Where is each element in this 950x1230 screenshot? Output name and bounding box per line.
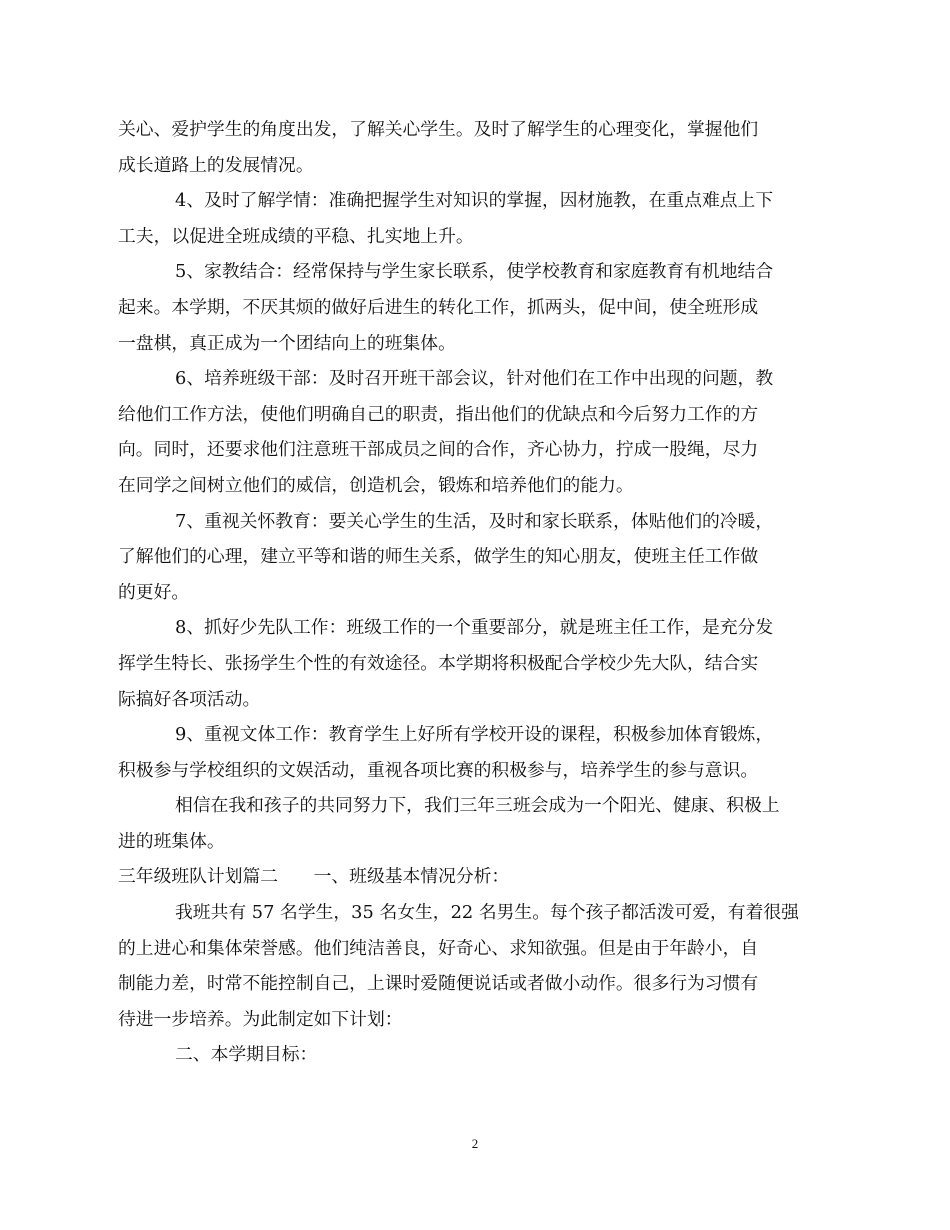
text-line: 二、本学期目标： [175,1044,318,1066]
text-line: 起来。本学期，不厌其烦的做好后进生的转化工作，抓两头，促中间，使全班形成 [118,296,759,318]
text-line: 成长道路上的发展情况。 [118,154,314,176]
text-line: 制能力差，时常不能控制自己，上课时爱随便说话或者做小动作。很多行为习惯有 [118,973,759,995]
text-line: 相信在我和孩子的共同努力下，我们三年三班会成为一个阳光、健康、积极上 [175,795,780,817]
text-line: 我班共有 57 名学生，35 名女生，22 名男生。每个孩子都活泼可爱，有着很强 [175,902,799,924]
text-line: 向。同时，还要求他们注意班干部成员之间的合作，齐心协力，拧成一股绳，尽力 [118,439,759,461]
text-line: 积极参与学校组织的文娱活动，重视各项比赛的积极参与，培养学生的参与意识。 [118,759,759,781]
text-line: 一盘棋，真正成为一个团结向上的班集体。 [118,332,456,354]
text-line: 8、抓好少先队工作：班级工作的一个重要部分，就是班主任工作，是充分发 [175,617,774,639]
text-line: 给他们工作方法，使他们明确自己的职责，指出他们的优缺点和今后努力工作的方 [118,403,759,425]
text-line: 9、重视文体工作：教育学生上好所有学校开设的课程，积极参加体育锻炼， [175,724,774,746]
text-line: 进的班集体。 [118,830,225,852]
text-line: 挥学生特长、张扬学生个性的有效途径。本学期将积极配合学校少先大队，结合实 [118,652,759,674]
text-line: 了解他们的心理，建立平等和谐的师生关系，做学生的知心朋友，使班主任工作做 [118,546,759,568]
text-line: 关心、爱护学生的角度出发，了解关心学生。及时了解学生的心理变化，掌握他们 [118,119,759,140]
text-line: 的上进心和集体荣誉感。他们纯洁善良，好奇心、求知欲强。但是由于年龄小，自 [118,937,759,959]
page-number: 2 [471,1136,479,1151]
text-line: 的更好。 [118,581,190,603]
text-line: 7、重视关怀教育：要关心学生的生活，及时和家长联系，体贴他们的冷暖， [175,510,774,532]
text-line: 4、及时了解学情：准确把握学生对知识的掌握，因材施教，在重点难点上下 [175,190,774,212]
text-line: 6、培养班级干部：及时召开班干部会议，针对他们在工作中出现的问题，教 [175,368,774,390]
text-line: 待进一步培养。为此制定如下计划： [118,1008,403,1030]
text-line: 际搞好各项活动。 [118,688,261,710]
text-line: 在同学之间树立他们的威信，创造机会，锻炼和培养他们的能力。 [118,474,634,496]
document-body [118,112,832,1073]
text-line: 5、家教结合：经常保持与学生家长联系，使学校教育和家庭教育有机地结合 [175,261,774,283]
text-line: 工夫，以促进全班成绩的平稳、扎实地上升。 [118,225,474,247]
text-line: 三年级班队计划篇二 一、班级基本情况分析： [118,866,510,888]
